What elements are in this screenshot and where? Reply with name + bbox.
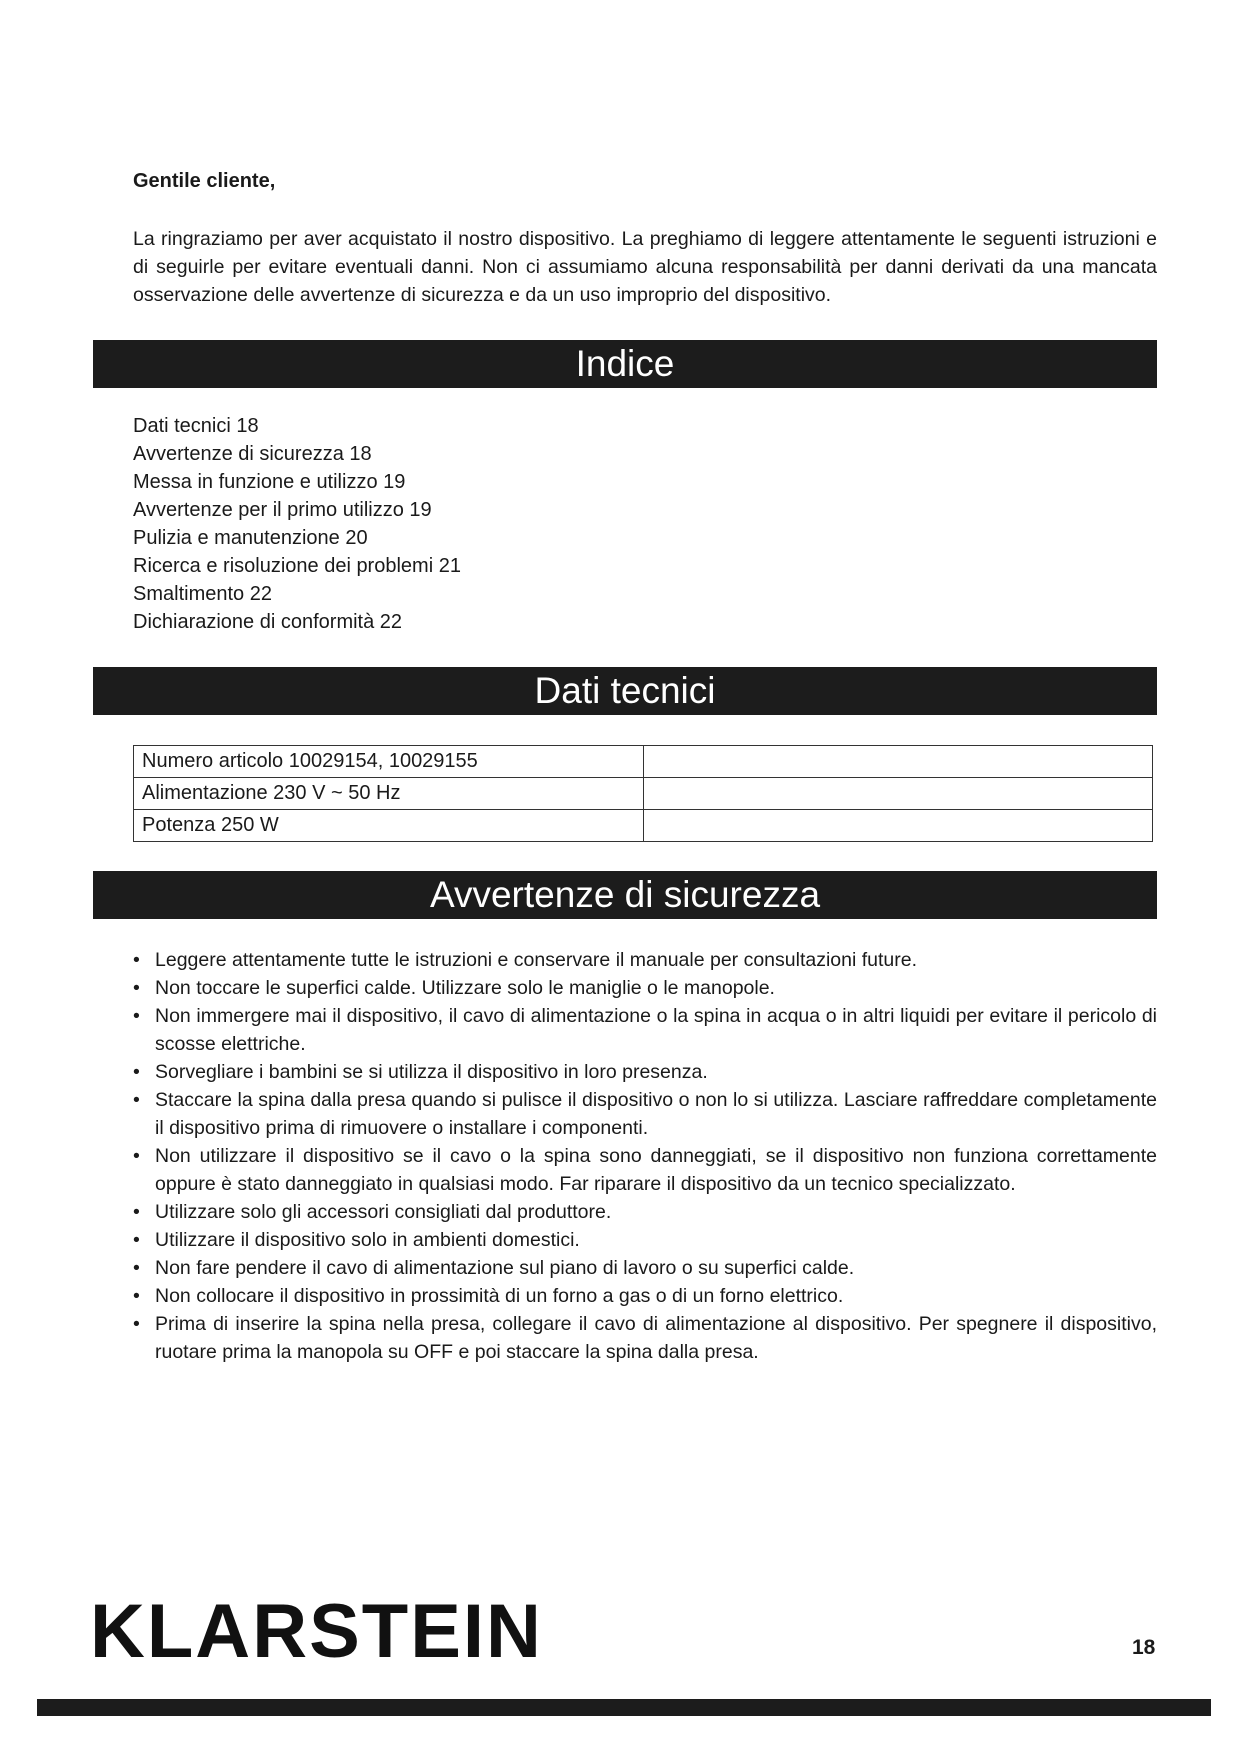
list-item xyxy=(133,1254,1157,1282)
list-item xyxy=(133,1310,1157,1366)
table-row xyxy=(134,746,1153,778)
bullet-icon: • xyxy=(133,1061,140,1083)
safety-warnings xyxy=(133,946,1157,1366)
footer-divider xyxy=(37,1699,1211,1716)
list-item xyxy=(133,1226,1157,1254)
spec-value xyxy=(643,746,1153,778)
warning-text: Non fare pendere il cavo di alimentazione sul piano di lavoro o su superfici calde. xyxy=(155,1257,855,1279)
toc-item: Ricerca e risoluzione dei problemi 21 xyxy=(133,555,461,577)
spec-value xyxy=(643,810,1153,842)
bullet-icon: • xyxy=(133,1313,140,1335)
toc-item: Messa in funzione e utilizzo 19 xyxy=(133,471,406,493)
list-item xyxy=(133,1142,1157,1198)
page-number: 18 xyxy=(1132,1636,1156,1659)
warning-text: Utilizzare il dispositivo solo in ambienti domestici. xyxy=(155,1229,580,1251)
bullet-icon: • xyxy=(133,1005,140,1027)
list-item xyxy=(133,1198,1157,1226)
table-row xyxy=(134,810,1153,842)
spec-label: Potenza 250 W xyxy=(134,810,644,842)
bullet-icon: • xyxy=(133,1201,140,1223)
warning-text: Non toccare le superfici calde. Utilizzare solo le maniglie o le manopole. xyxy=(155,977,775,999)
toc-item: Smaltimento 22 xyxy=(133,583,272,605)
warning-text: Utilizzare solo gli accessori consigliati dal produttore. xyxy=(155,1201,612,1223)
warning-text: Non collocare il dispositivo in prossimità di un forno a gas o di un forno elettrico. xyxy=(155,1285,844,1307)
list-item xyxy=(133,1282,1157,1310)
list-item xyxy=(133,1086,1157,1142)
toc-item: Dati tecnici 18 xyxy=(133,415,259,437)
spec-label: Numero articolo 10029154, 10029155 xyxy=(134,746,644,778)
warning-text: Staccare la spina dalla presa quando si pulisce il dispositivo o non lo si utilizza. Lasciare raffreddare completamente il dispositivo prima di rimuovere o installare i componenti. xyxy=(155,1089,1157,1139)
warning-text: Leggere attentamente tutte le istruzioni e conservare il manuale per consultazioni future. xyxy=(155,949,918,971)
spec-value xyxy=(643,778,1153,810)
bullet-icon: • xyxy=(133,1257,140,1279)
table-of-contents xyxy=(133,412,461,636)
toc-item: Pulizia e manutenzione 20 xyxy=(133,527,368,549)
bullet-icon: • xyxy=(133,977,140,999)
greeting: Gentile cliente, xyxy=(133,170,276,192)
bullet-icon: • xyxy=(133,949,140,971)
warning-text: Non immergere mai il dispositivo, il cavo di alimentazione o la spina in acqua o in altri liquidi per evitare il pericolo di scosse elettriche. xyxy=(155,1005,1157,1055)
toc-item: Avvertenze per il primo utilizzo 19 xyxy=(133,499,432,521)
list-item xyxy=(133,1002,1157,1058)
list-item xyxy=(133,974,1157,1002)
toc-item: Avvertenze di sicurezza 18 xyxy=(133,443,372,465)
spec-label: Alimentazione 230 V ~ 50 Hz xyxy=(134,778,644,810)
warning-text: Sorvegliare i bambini se si utilizza il dispositivo in loro presenza. xyxy=(155,1061,708,1083)
section-header-index: Indice xyxy=(93,340,1157,388)
bullet-icon: • xyxy=(133,1089,140,1111)
list-item xyxy=(133,946,1157,974)
warning-text: Non utilizzare il dispositivo se il cavo o la spina sono danneggiati, se il dispositivo non funziona correttamente oppure è stato danneggiato in qualsiasi modo. Far riparare il dispositivo da un tecnico specializzato. xyxy=(155,1145,1157,1195)
spec-table xyxy=(133,745,1153,842)
section-header-safety: Avvertenze di sicurezza xyxy=(93,871,1157,919)
toc-item: Dichiarazione di conformità 22 xyxy=(133,611,403,633)
section-header-tech: Dati tecnici xyxy=(93,667,1157,715)
warning-text: Prima di inserire la spina nella presa, collegare il cavo di alimentazione al dispositivo. Per spegnere il dispositivo, ruotare prima la manopola su OFF e poi staccare la spina dalla presa. xyxy=(155,1313,1157,1363)
table-row xyxy=(134,778,1153,810)
bullet-icon: • xyxy=(133,1229,140,1251)
bullet-icon: • xyxy=(133,1285,140,1307)
intro-paragraph: La ringraziamo per aver acquistato il nostro dispositivo. La preghiamo di leggere attentamente le seguenti istruzioni e di seguirle per evitare eventuali danni. Non ci assumiamo alcuna responsabilità per danni derivati da una mancata osservazione delle avvertenze di sicurezza e da un uso improprio del dispositivo. xyxy=(133,228,1157,306)
brand-logo: KLARSTEIN xyxy=(90,1589,543,1674)
bullet-icon: • xyxy=(133,1145,140,1167)
list-item xyxy=(133,1058,1157,1086)
